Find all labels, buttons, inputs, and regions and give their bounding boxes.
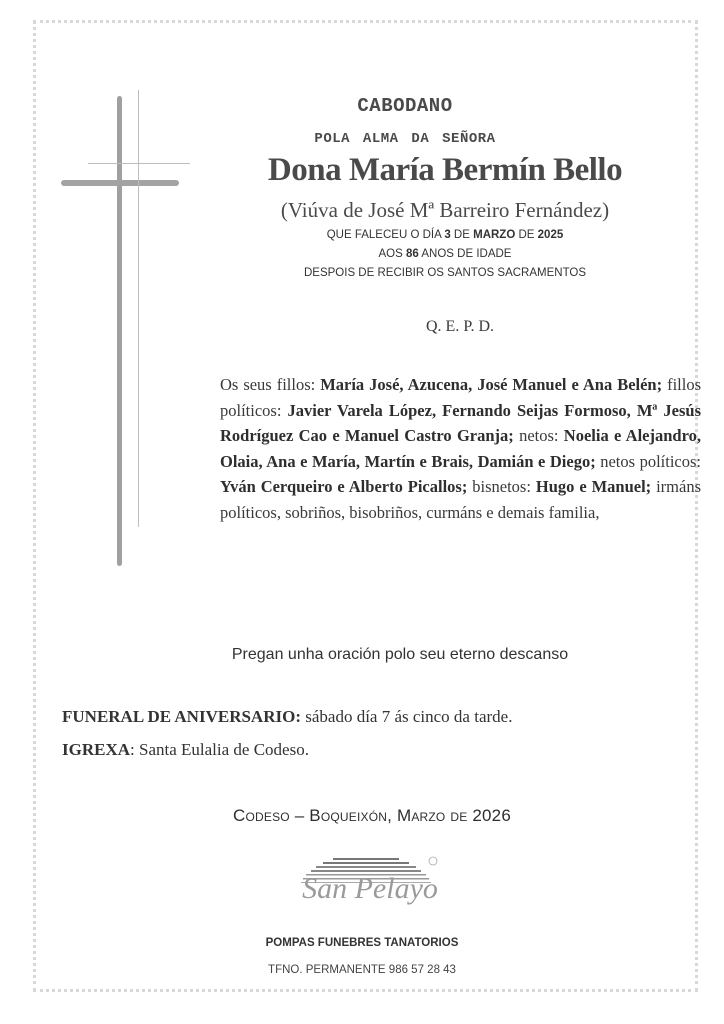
qepd: Q. E. P. D. — [425, 318, 494, 335]
cross-crossbar — [61, 180, 179, 186]
sacraments-line: DESPOIS DE RECIBIR OS SANTOS SACRAMENTOS — [303, 267, 587, 279]
funeral-value: sábado día 7 ás cinco da tarde. — [300, 707, 513, 726]
death-month: MARZO — [473, 229, 516, 241]
company-logo: San Pelayo — [302, 872, 438, 905]
grandchildren-names: Noelia e Alejandro, Olaia, Ana e María, Martín e Brais, Damián e Diego; — [220, 426, 701, 471]
age-line: AOS 86 ANOS DE IDADE — [378, 248, 512, 260]
funeral-label: FUNERAL DE ANIVERSARIO: — [62, 707, 301, 726]
notice-subtitle: POLA ALMA DA SEÑORA — [314, 131, 496, 147]
death-date-line: QUE FALECEU O DÍA 3 DE MARZO DE 2025 — [326, 229, 564, 241]
place-date: Codeso – Boqueixón, Marzo de 2026 — [232, 806, 511, 825]
in-laws-names: Javier Varela López, Fernando Seijas Formoso, Mª Jesús Rodríguez Cao e Manuel Castro Granja; — [220, 400, 702, 446]
cross-accent-line-vertical — [138, 90, 139, 527]
age-value: 86 — [406, 248, 419, 260]
children-names: María José, Azucena, José Manuel e Ana Belén; — [320, 375, 663, 394]
widow-of: (Viúva de José Mª Barreiro Fernández) — [280, 198, 610, 222]
grandchildren-in-law-names: Yván Cerqueiro e Alberto Picallos; — [220, 477, 468, 497]
cross-accent-line-horizontal — [88, 163, 190, 164]
notice-title: CABODANO — [357, 95, 453, 117]
cross-icon — [117, 96, 122, 566]
church-label: IGREXA — [62, 740, 131, 759]
death-day: 3 — [444, 229, 451, 241]
death-year: 2025 — [537, 229, 564, 241]
church-value: : Santa Eulalia de Codeso. — [130, 740, 309, 759]
great-grandchildren-names: Hugo e Manuel; — [535, 477, 652, 497]
church-info — [62, 740, 702, 760]
family-paragraph: Os seus fillos: María José, Azucena, José Manuel e Ana Belén; fillos políticos: Javier Varela López, Fernando Seijas Formoso, Mª Jesús Rodríguez Cao e Manuel Castro Granja; netos: Noelia e Alejandro, Olaia, Ana e María, Martín e Brais, Damián e Diego; netos políticos: Yván Cerqueiro e Alberto Picallos; bisnetos: Hugo e Manuel; irmáns políticos, sobriños, bisobriños, curmáns e demais familia, — [220, 375, 702, 522]
funeral-info — [62, 707, 702, 727]
company-phone: TFNO. PERMANENTE 986 57 28 43 — [268, 964, 456, 976]
prayer-request: Pregan unha oración polo seu eterno descanso — [231, 646, 569, 663]
company-tagline: POMPAS FUNEBRES TANATORIOS — [265, 937, 459, 949]
deceased-name: Dona María Bermín Bello — [267, 152, 623, 188]
